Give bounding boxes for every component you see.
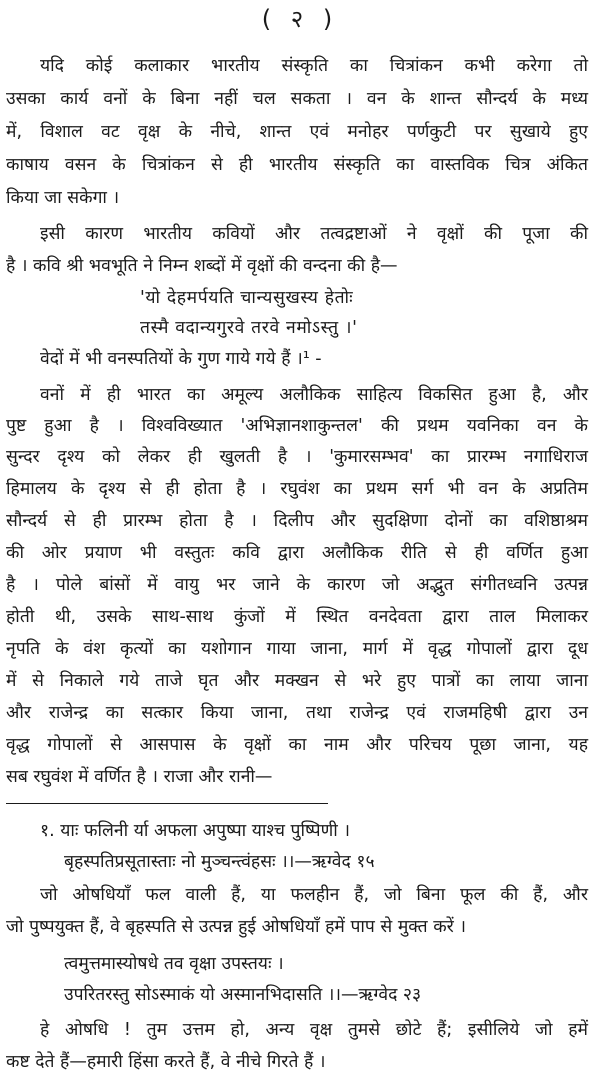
paragraph-3-line-2: पुष्ट हुआ है । विश्वविख्यात 'अभिज्ञानशाकुन्तल' की प्रथम यवनिका वन के <box>6 416 588 436</box>
page-number: ( २ ) <box>261 5 339 33</box>
paragraph-1-line-4: काषाय वसन के चित्रांकन से ही भारतीय संस्कृति का वास्तविक चित्र अंकित <box>6 155 588 175</box>
paragraph-3-line-8: होती थी, उसके साथ-साथ कुंजों में स्थित वनदेवता द्वारा ताल मिलाकर <box>6 607 588 627</box>
verse-line-1: 'यो देहमर्पयति चान्यसुखस्य हेतोः <box>140 288 354 308</box>
paragraph-3-line-12: वृद्ध गोपालों से आसपास के वृक्षों का नाम और परिचय पूछा जाना, यह <box>6 735 588 755</box>
paragraph-3-line-9: नृपति के वंश कृत्यों का यशोगान गाया जाना, मार्ग में वृद्ध गोपालों द्वारा दूध <box>6 639 588 659</box>
paragraph-3-line-4: हिमालय के दृश्य से ही होता है । रघुवंश का प्रथम सर्ग भी वन के अप्रतिम <box>6 479 588 499</box>
paragraph-3-line-6: की ओर प्रयाण भी वस्तुतः कवि द्वारा अलौकिक रीति से ही वर्णित हुआ <box>6 543 588 563</box>
paragraph-1-line-3: में, विशाल वट वृक्ष के नीचे, शान्त एवं मनोहर पर्णकुटी पर सुखाये हुए <box>6 122 588 142</box>
paragraph-1-line-2: उसका कार्य वनों के बिना नहीं चल सकता । वन के शान्त सौन्दर्य के मध्य <box>6 89 588 109</box>
paragraph-3-line-11: और राजेन्द्र का सत्कार किया जाना, तथा राजेन्द्र एवं राजमहिषी द्वारा उन <box>6 703 588 723</box>
footnote-verse-1-line-2: बृहस्पतिप्रसूतास्ताः नो मुञ्चन्त्वंहसः ।।—ऋग्वेद १५ <box>64 852 375 872</box>
paragraph-3-line-13: सब रघुवंश में वर्णित है । राजा और रानी— <box>6 767 273 787</box>
paragraph-1-line-1: यदि कोई कलाकार भारतीय संस्कृति का चित्रांकन कभी करेगा तो <box>40 56 588 76</box>
footnote-gloss-2-line-1: हे ओषधि ! तुम उत्तम हो, अन्य वृक्ष तुमसे छोटे हैं; इसीलिये जो हमें <box>40 1020 588 1040</box>
paragraph-3-line-10: में से निकाले गये ताजे घृत और मक्खन से भरे हुए पात्रों का लाया जाना <box>6 671 588 691</box>
footnote-verse-1-line-1: १. याः फलिनी र्या अफला अपुष्पा याश्च पुष्पिणी । <box>40 821 350 841</box>
paragraph-3-line-7: है । पोले बांसों में वायु भर जाने के कारण जो अद्भुत संगीतध्वनि उत्पन्न <box>6 575 588 595</box>
footnote-separator <box>6 803 328 804</box>
footnote-gloss-2-line-2: कष्ट देते हैं—हमारी हिंसा करते हैं, वे नीचे गिरते हैं । <box>6 1052 326 1072</box>
paragraph-1-line-5: किया जा सकेगा । <box>6 188 120 208</box>
paragraph-2-line-1: इसी कारण भारतीय कवियों और तत्वद्रष्टाओं ने वृक्षों की पूजा की <box>40 224 588 244</box>
verse-line-2: तस्मै वदान्यगुरवे तरवे नमोऽस्तु ।' <box>140 318 358 338</box>
paragraph-2-line-2: है । कवि श्री भवभूति ने निम्न शब्दों में वृक्षों की वन्दना की है— <box>6 256 398 276</box>
footnote-gloss-1-line-1: जो ओषधियाँ फल वाली हैं, या फलहीन हैं, जो बिना फूल की हैं, और <box>40 885 588 905</box>
footnote-verse-2-line-1: त्वमुत्तमास्योषधे तव वृक्षा उपस्तयः । <box>64 954 284 974</box>
footnote-gloss-1-line-2: जो पुष्पयुक्त हैं, वे बृहस्पति से उत्पन्न हुई ओषधियाँ हमें पाप से मुक्त करें । <box>6 917 467 937</box>
paragraph-3-line-5: सौन्दर्य से ही प्रारम्भ होता है । दिलीप और सुदक्षिणा दोनों का वशिष्ठाश्रम <box>6 511 588 531</box>
footnote-verse-2-line-2: उपरितरस्तु सोऽस्माकं यो अस्मानभिदासति ।।—ऋग्वेद २३ <box>64 985 422 1005</box>
vedas-line: वेदों में भी वनस्पतियों के गुण गाये गये हैं ।¹ - <box>40 349 322 369</box>
paragraph-3-line-3: सुन्दर दृश्य को लेकर ही खुलती है । 'कुमारसम्भव' का प्रारम्भ नगाधिराज <box>6 447 588 467</box>
paragraph-3-line-1: वनों में ही भारत का अमूल्य अलौकिक साहित्य विकसित हुआ है, और <box>40 385 588 405</box>
